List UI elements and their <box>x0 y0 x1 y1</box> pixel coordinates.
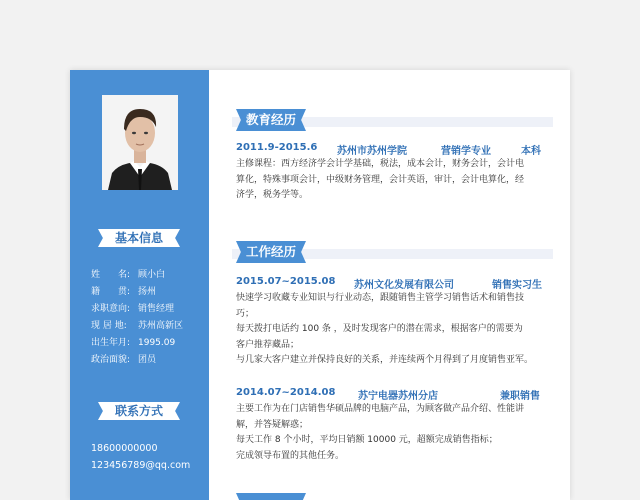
info-row-name <box>91 267 206 284</box>
info-value: 销售经理 <box>138 304 175 314</box>
work-title: 工作经历 <box>245 244 296 259</box>
job-entry-title <box>236 276 556 292</box>
info-value: 1995.09 <box>138 338 176 348</box>
text-line: 每天工作 8 个小时，平均日销额 10000 元，超额完成销售指标； <box>236 435 498 445</box>
job-position: 销售实习生 <box>492 280 542 291</box>
education-courses <box>236 157 554 204</box>
basic-info-list <box>91 267 206 369</box>
job-company: 苏州文化发展有限公司 <box>354 280 454 291</box>
contact-list <box>91 440 190 474</box>
text-line: 完成领导布置的其他任务。 <box>236 450 345 461</box>
info-row-residence <box>91 318 206 335</box>
profile-photo <box>102 95 178 190</box>
job-company: 苏宁电器苏州分店 <box>358 391 438 402</box>
contact-email[interactable]: 123456789@qq.com <box>91 460 191 471</box>
contact-phone[interactable]: 18600000000 <box>91 443 158 454</box>
text-line: 主要工作为在门店销售华硕品牌的电脑产品，为顾客做产品介绍、性能讲 <box>236 404 525 414</box>
text-line: 巧； <box>236 308 255 319</box>
info-value: 团员 <box>138 355 157 365</box>
job-period: 2014.07~2014.08 <box>236 387 336 398</box>
text-line: 算化，特殊事项会计，中级财务管理，会计英语，审计，会计电算化，经 <box>236 174 525 185</box>
info-label: 籍 贯: <box>91 287 131 297</box>
text-line: 客户推荐藏品； <box>236 339 300 350</box>
education-school: 苏州市苏州学院 <box>337 146 407 157</box>
info-label: 求职意向: <box>91 304 131 314</box>
info-label: 出生年月: <box>91 338 131 348</box>
text-line: 解，并答疑解惑； <box>236 419 309 430</box>
info-label: 现 居 地: <box>91 321 127 331</box>
text-line: 与几家大客户建立并保持良好的关系，并连续两个月得到了月度销售亚军。 <box>236 355 534 365</box>
education-title: 教育经历 <box>245 112 296 127</box>
job-entry-title <box>236 387 556 403</box>
job-description <box>236 402 554 464</box>
text-line: 每天拨打电话约 100 条 ，及时发现客户的潜在需求，根据客户的需要为 <box>236 324 523 334</box>
education-period: 2011.9-2015.6 <box>236 142 318 153</box>
basic-info-title: 基本信息 <box>114 231 163 245</box>
info-row-political <box>91 352 206 369</box>
education-major: 营销学专业 <box>441 146 491 157</box>
job-description <box>236 291 554 369</box>
education-degree: 本科 <box>521 146 541 157</box>
info-label: 政治面貌: <box>91 355 131 365</box>
work-header <box>228 240 553 264</box>
info-row-birth <box>91 335 206 352</box>
education-entry-title <box>236 142 556 158</box>
main-content <box>228 70 558 500</box>
education-header <box>228 108 553 132</box>
info-value: 扬州 <box>138 287 157 297</box>
job-position: 兼职销售 <box>500 391 540 402</box>
job-period: 2015.07~2015.08 <box>236 276 336 287</box>
next-section-header <box>228 492 553 500</box>
info-label: 姓 名: <box>91 270 131 280</box>
basic-info-header <box>98 227 180 249</box>
contact-header <box>98 400 180 422</box>
contact-title: 联系方式 <box>114 404 163 418</box>
sidebar <box>70 70 209 500</box>
text-line: 济学，税务学等。 <box>236 190 309 200</box>
info-row-hometown <box>91 284 206 301</box>
info-row-objective <box>91 301 206 318</box>
text-line: 主修课程：西方经济学会计学基础，税法，成本会计，财务会计，会计电 <box>236 159 525 169</box>
info-value: 苏州高新区 <box>138 321 184 331</box>
info-value: 顾小白 <box>138 270 166 280</box>
text-line: 快速学习收藏专业知识与行业动态，跟随销售主管学习销售话术和销售技 <box>236 293 525 303</box>
resume-page <box>70 70 570 500</box>
